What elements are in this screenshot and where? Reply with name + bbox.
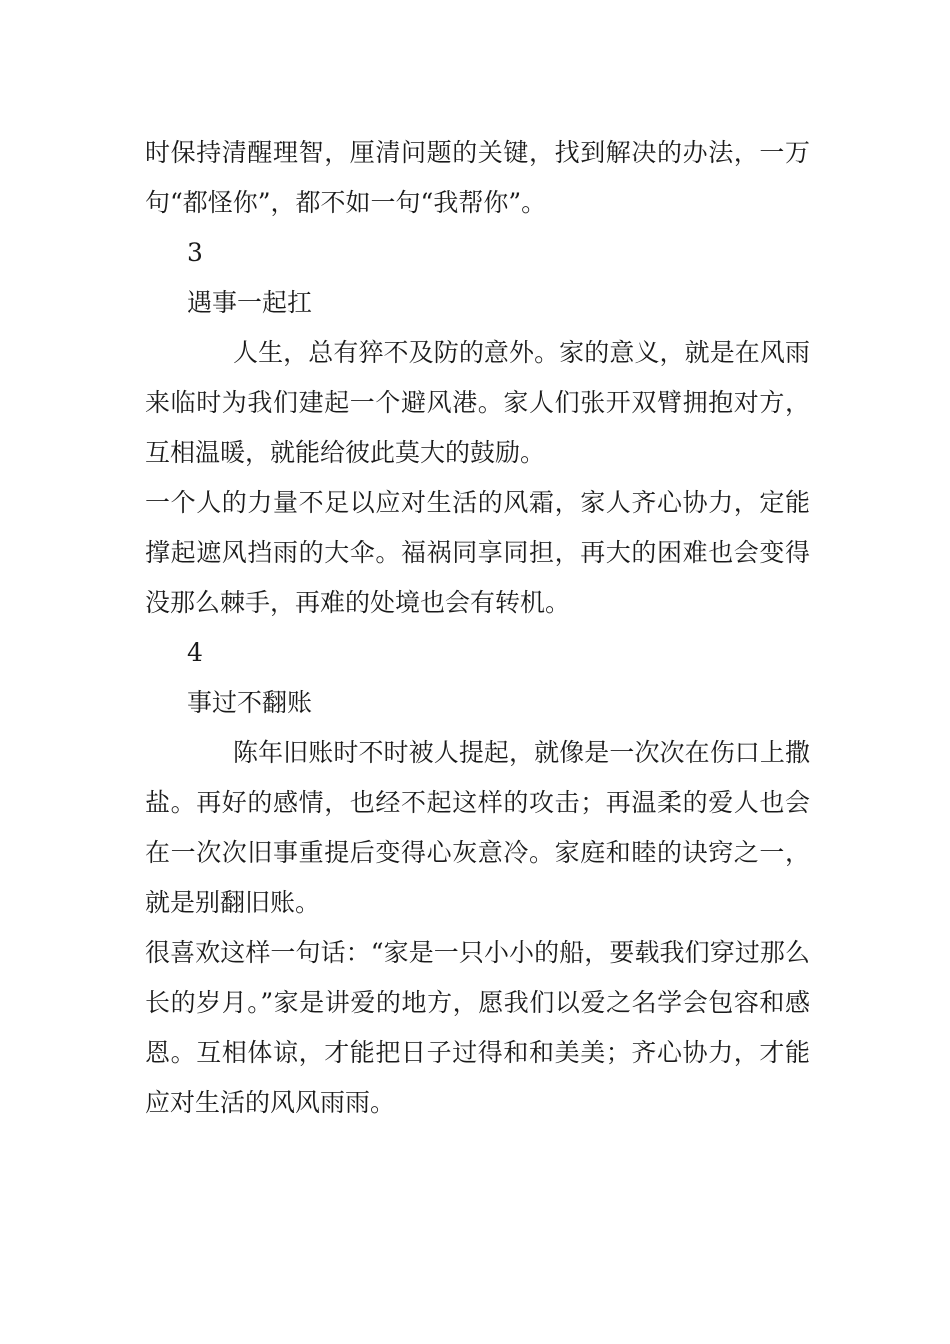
section-3-number: 3 bbox=[187, 238, 203, 267]
section-4-paragraph-1: 陈年旧账时不时被人提起，就像是一次次在伤口上撒盐。再好的感情，也经不起这样的攻击；再温柔的爱人也会在一次次旧事重提后变得心灰意冷。家庭和睦的诀窍之一，就是别翻旧账。 bbox=[145, 738, 810, 917]
document-body bbox=[145, 128, 810, 1128]
section-4-paragraph-2: 很喜欢这样一句话：“家是一只小小的船，要载我们穿过那么长的岁月。”家是讲爱的地方，愿我们以爱之名学会包容和感恩。互相体谅，才能把日子过得和和美美；齐心协力，才能应对生活的风风雨雨。 bbox=[145, 938, 810, 1117]
section-3-heading: 遇事一起扛 bbox=[187, 288, 313, 317]
section-4-number: 4 bbox=[187, 638, 203, 667]
section-4-heading: 事过不翻账 bbox=[187, 688, 313, 717]
section-3-paragraph-1: 人生，总有猝不及防的意外。家的意义，就是在风雨来临时为我们建起一个避风港。家人们张开双臂拥抱对方，互相温暖，就能给彼此莫大的鼓励。 bbox=[145, 338, 810, 467]
section-3-paragraph-2: 一个人的力量不足以应对生活的风霜，家人齐心协力，定能撑起遮风挡雨的大伞。福祸同享同担，再大的困难也会变得没那么棘手，再难的处境也会有转机。 bbox=[145, 488, 810, 617]
intro-paragraph: 时保持清醒理智，厘清问题的关键，找到解决的办法，一万句“都怪你”，都不如一句“我帮你”。 bbox=[145, 138, 810, 217]
